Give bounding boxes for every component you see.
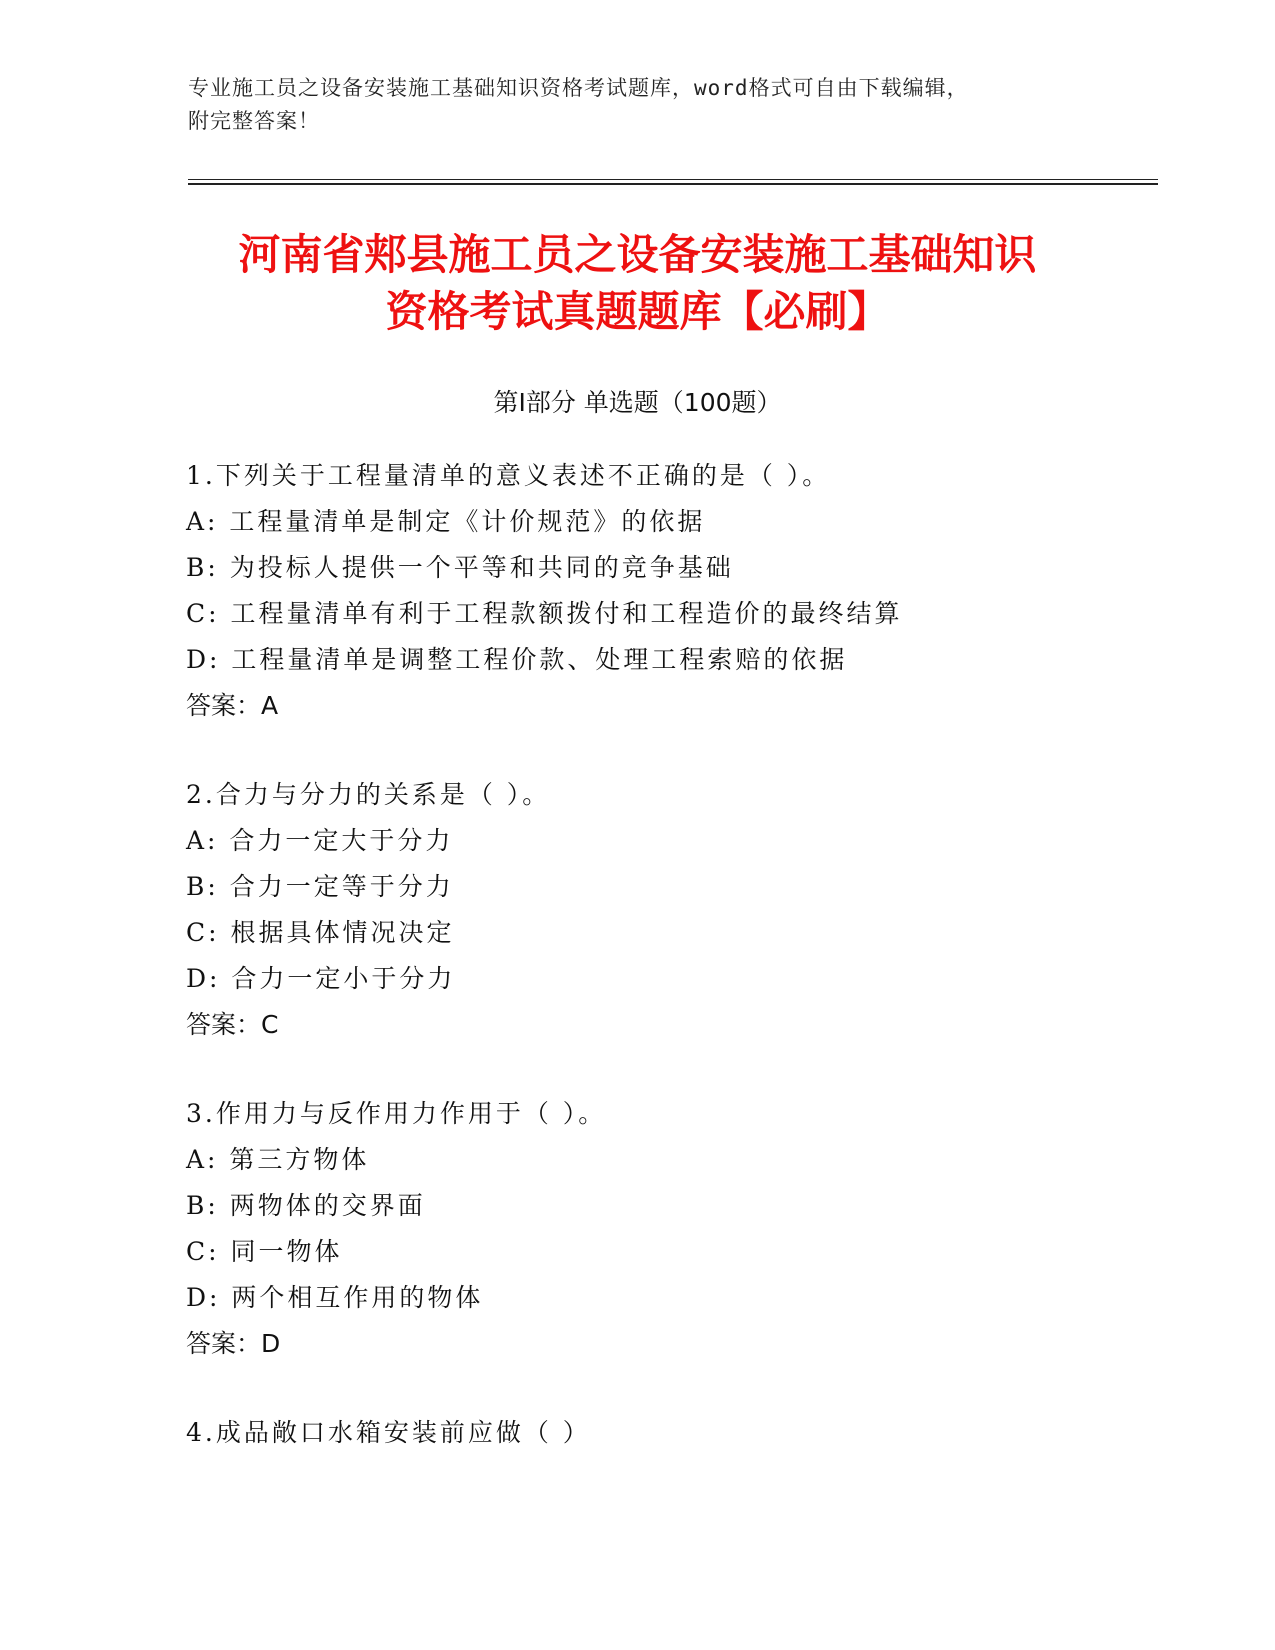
option-b: B: 两物体的交界面 bbox=[186, 1191, 426, 1220]
option-d: D: 两个相互作用的物体 bbox=[186, 1283, 484, 1312]
option-b: B: 为投标人提供一个平等和共同的竞争基础 bbox=[186, 553, 734, 582]
option-c: C: 根据具体情况决定 bbox=[186, 918, 455, 947]
answer: 答案：A bbox=[186, 691, 279, 720]
document-title bbox=[140, 226, 1135, 340]
option-c: C: 工程量清单有利于工程款额拨付和工程造价的最终结算 bbox=[186, 599, 903, 628]
question-2 bbox=[186, 772, 1146, 1048]
header-note-line-2: 附完整答案！ bbox=[188, 109, 320, 133]
question-stem: 1.下列关于工程量清单的意义表述不正确的是（ ）。 bbox=[186, 461, 831, 490]
question-3 bbox=[186, 1091, 1146, 1367]
option-c: C: 同一物体 bbox=[186, 1237, 343, 1266]
question-stem: 2.合力与分力的关系是（ ）。 bbox=[186, 780, 551, 809]
question-4 bbox=[186, 1410, 1146, 1456]
question-stem: 4.成品敞口水箱安装前应做（ ） bbox=[186, 1418, 591, 1447]
header-note-line-1: 专业施工员之设备安装施工基础知识资格考试题库，word格式可自由下载编辑， bbox=[188, 76, 969, 100]
option-a: A: 工程量清单是制定《计价规范》的依据 bbox=[186, 507, 706, 536]
document-title-line-2: 资格考试真题题库【必刷】 bbox=[385, 287, 890, 336]
header-divider-thick bbox=[188, 183, 1158, 185]
answer: 答案：D bbox=[186, 1329, 281, 1358]
option-b: B: 合力一定等于分力 bbox=[186, 872, 454, 901]
option-d: D: 合力一定小于分力 bbox=[186, 964, 456, 993]
header-divider-thin bbox=[188, 179, 1158, 180]
question-stem: 3.作用力与反作用力作用于（ ）。 bbox=[186, 1099, 607, 1128]
option-a: A: 合力一定大于分力 bbox=[186, 826, 454, 855]
question-1 bbox=[186, 453, 1146, 729]
document-title-line-1: 河南省郏县施工员之设备安装施工基础知识 bbox=[238, 230, 1037, 279]
header-note bbox=[188, 72, 1088, 138]
option-d: D: 工程量清单是调整工程价款、处理工程索赔的依据 bbox=[186, 645, 848, 674]
option-a: A: 第三方物体 bbox=[186, 1145, 370, 1174]
answer: 答案：C bbox=[186, 1010, 279, 1039]
section-title: 第Ⅰ部分 单选题（100题） bbox=[493, 388, 782, 417]
